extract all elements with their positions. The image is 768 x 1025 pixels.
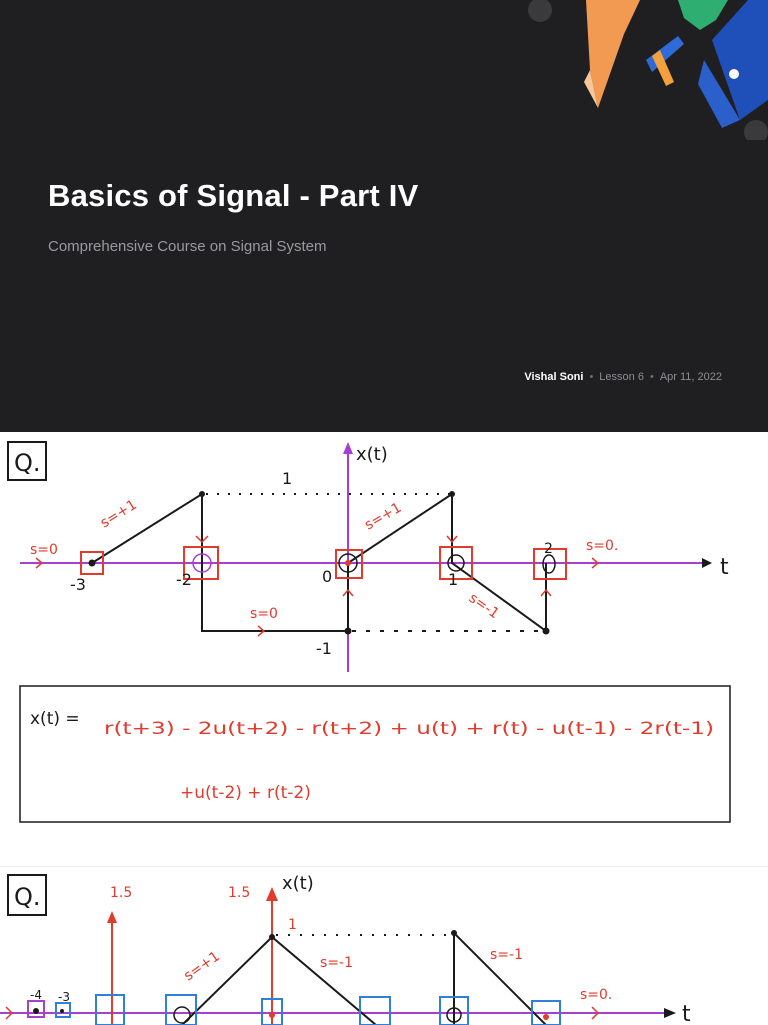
author-name: Vishal Soni xyxy=(524,371,584,383)
slope-label: s=0 xyxy=(250,606,278,622)
tick-label-minus-2: -2 xyxy=(176,570,192,589)
level-label-high: 1 xyxy=(288,917,297,933)
equation-box xyxy=(20,686,730,822)
question-label: Q. xyxy=(14,449,41,477)
slide-subtitle: Comprehensive Course on Signal System xyxy=(48,238,327,255)
signal-sketch-1 xyxy=(0,432,768,864)
time-axis-arrow xyxy=(702,558,712,568)
tick-label-2: 2 xyxy=(544,541,553,557)
slope-label: s=+1 xyxy=(97,496,140,532)
impulse-center-label: 1.5 xyxy=(228,885,251,901)
signal-point xyxy=(60,1009,64,1013)
direction-arrows xyxy=(36,536,598,636)
signal-point xyxy=(199,491,205,497)
breakpoint-box xyxy=(166,995,196,1025)
breakpoint-box xyxy=(360,997,390,1025)
tick-label-1: 1 xyxy=(448,570,459,589)
amplitude-axis-label: x(t) xyxy=(282,873,314,894)
equation-line-1: r(t+3) - 2u(t+2) - r(t+2) + u(t) + r(t) - u(t-1) - 2r(t-1) xyxy=(104,719,714,739)
lesson-date: Apr 11, 2022 xyxy=(659,371,722,383)
notes-page-2 xyxy=(0,866,768,1025)
origin-dot xyxy=(269,1012,275,1018)
equation-lhs: x(t) = xyxy=(30,709,80,729)
tick-label-minus-3: -3 xyxy=(58,990,70,1004)
tick-label-minus-3: -3 xyxy=(70,575,86,594)
signal-point xyxy=(543,1014,549,1020)
lesson-meta xyxy=(524,371,722,383)
signal-point xyxy=(345,628,352,635)
slope-label: s=-1 xyxy=(490,947,523,963)
slope-label: s=-1 xyxy=(465,590,502,623)
amplitude-axis-label: x(t) xyxy=(356,444,388,465)
signal-sketch-2 xyxy=(0,867,768,1025)
impulse-left-arrow xyxy=(107,911,117,923)
slope-label: s=0 xyxy=(30,542,58,558)
signal-point xyxy=(33,1008,39,1014)
slope-label: s=+1 xyxy=(181,948,223,985)
impulse-center-arrow xyxy=(266,887,278,901)
slope-label: s=0. xyxy=(580,987,613,1003)
slide-title: Basics of Signal - Part IV xyxy=(48,178,419,213)
slope-label: s=+1 xyxy=(362,499,405,534)
slope-label: s=-1 xyxy=(320,955,353,971)
signal-point xyxy=(451,930,457,936)
origin-dot xyxy=(345,560,351,566)
lesson-number: Lesson 6 xyxy=(599,371,644,383)
equation-line-2: +u(t-2) + r(t-2) xyxy=(180,783,311,803)
decorative-pens-illustration xyxy=(528,0,768,140)
meta-separator: • xyxy=(589,371,594,383)
notes-page-1 xyxy=(0,432,768,864)
slope-label: s=0. xyxy=(586,538,619,554)
time-axis-label: t xyxy=(682,1002,691,1025)
tick-label-0: 0 xyxy=(322,567,333,586)
tick-label-minus-4: -4 xyxy=(30,988,42,1002)
signal-point xyxy=(269,934,275,940)
breakpoint-circle xyxy=(174,1007,190,1023)
question-label: Q. xyxy=(14,883,41,911)
impulse-left-label: 1.5 xyxy=(110,885,133,901)
amplitude-axis-arrow xyxy=(343,442,353,454)
level-label-high: 1 xyxy=(282,469,293,488)
meta-separator: • xyxy=(649,371,654,383)
title-slide xyxy=(0,0,768,432)
level-label-low: -1 xyxy=(316,639,332,658)
signal-point xyxy=(89,560,96,567)
time-axis-arrow xyxy=(664,1008,676,1018)
breakpoint-box xyxy=(96,995,124,1025)
time-axis-label: t xyxy=(720,555,729,580)
